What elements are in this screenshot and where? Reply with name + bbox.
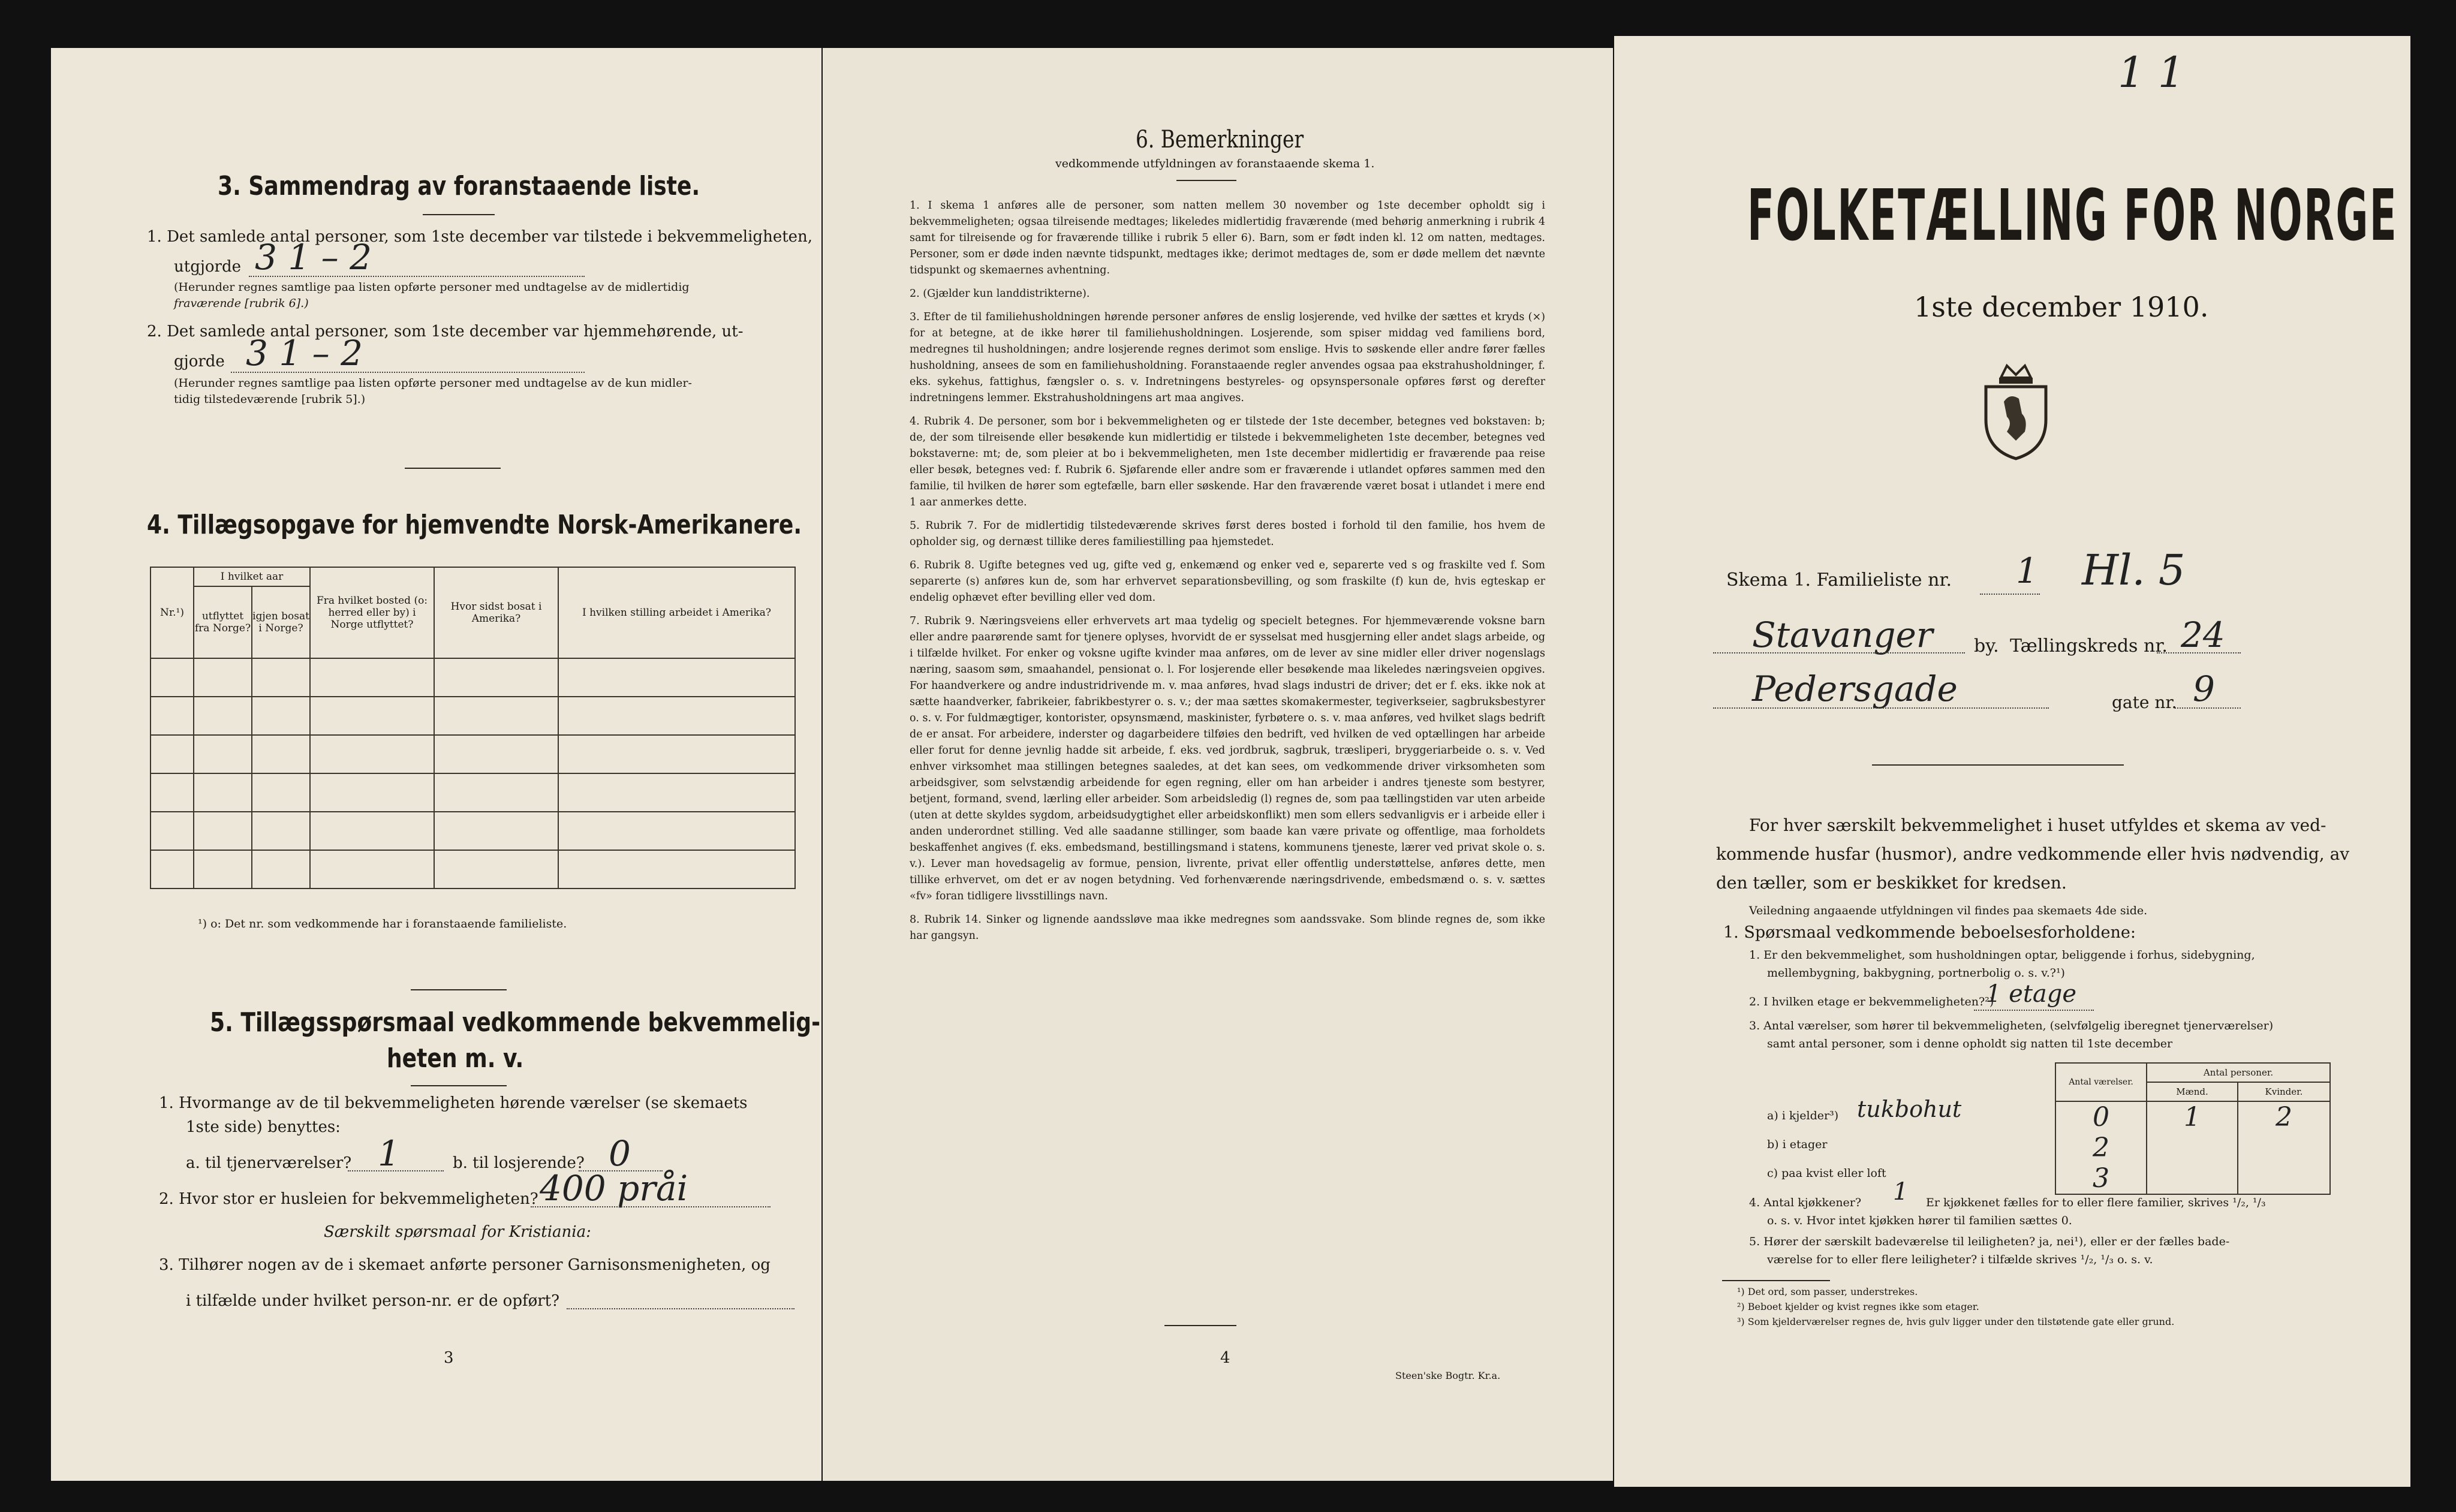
row-a-handwritten: tukbohut [1857,1096,1962,1122]
etage-value: 1 etage [1986,980,2077,1008]
divider [1722,1280,1830,1281]
item2-prefix: gjorde [174,353,225,371]
q1b-label: b. til losjerende? [453,1154,585,1172]
table-cell[interactable] [310,773,434,812]
dotted-line [1974,1010,2094,1011]
table-cell[interactable] [252,773,310,812]
q1-4-note-b: o. s. v. Hvor intet kjøkken hører til familien sættes 0. [1767,1214,2072,1227]
city-label: by. [1974,635,1999,656]
row-a-vaerelser: 0 [2055,1101,2147,1133]
dotted-line [531,1206,770,1207]
table-cell[interactable] [310,697,434,735]
row-b-kvinder [2238,1133,2330,1163]
table-cell[interactable] [558,773,795,812]
table-cell[interactable] [558,697,795,735]
table-cell[interactable] [151,697,194,735]
page-number: 4 [1220,1349,1230,1367]
col-bosat: Hvor sidst bosat i Amerika? [434,567,558,658]
q1-4-note-a: Er kjøkkenet fælles for to eller flere familier, skrives ¹/₂, ¹/₃ [1926,1196,2266,1209]
table-footnote: ¹) o: Det nr. som vedkommende har i foranstaaende familieliste. [198,917,567,930]
col-igjen: igjen bosat i Norge? [252,586,310,658]
table-cell[interactable] [194,697,252,735]
footnote-2: ²) Beboet kjelder og kvist regnes ikke som etager. [1737,1301,1979,1312]
row-a-kvinder: 2 [2238,1101,2330,1133]
dotted-line [1713,707,2049,709]
remark-paragraph: 2. (Gjælder kun landdistrikterne). [910,288,1090,300]
item1-note-2: fraværende [rubrik 6].) [174,297,309,310]
row-b-vaerelser: 2 [2055,1133,2147,1163]
q3-text-1: 3. Tilhører nogen av de i skemaet anførte personer Garnisonsmenigheten, og [159,1256,770,1274]
col-maend: Mænd. [2147,1082,2238,1101]
section-5-title-1: 5. Tillægsspørsmaal vedkommende bekvemmelig- [210,1007,821,1038]
gate-value: 9 [2193,668,2215,709]
section-4-title: 4. Tillægsopgave for hjemvendte Norsk-Amerikanere. [147,510,802,540]
remark-paragraph: 3. Efter de til familiehusholdningen hørende personer anføres de enslig losjerende, ved hvilke der sættes et kryds (×) for at betegne, at de ikke hører til familiehusholdningen. Losjerende, som spiser middag ved familiens bord, medregnes til husholdningen; andre losjerende regnes derimot som enslige. Hvis to søskende eller andre fører fælles husholdning, ansees de som en familiehusholdning. Foranstaaende regler anvendes ogsaa paa ekstrahusholdninger, f. eks. sykehus, fattighus, fængsler o. s. v. Indretningens bestyreles- og opsynspersonale opføres først og derefter indretningens lemmer. Ekstrahusholdningens art maa angives. [910,311,1545,404]
remark-paragraph: 7. Rubrik 9. Næringsveiens eller erhvervets art maa tydelig og specielt betegnes. For hjemmeværende voksne barn eller andre paarørende samt for tjenere oplyses, hvorvidt de er sysselsat med husgjerning eller andet slags arbeide, og i tilfælde hvilket. For enker og voksne ugifte kvinder maa anføres, om de lever av sine midler eller driver nogenslags næring, saasom søm, smaahandel, pensionat o. l. For losjerende eller besøkende maa likeledes næringsveien opgives. For haandverkere og andre industridrivende m. v. maa anføres, hvad slags industri de driver; det er f. eks. ikke nok at sætte haandverker, fabrikeier, fabrikbestyrer o. s. v.; der maa sættes skomakermester, tegiverkseier, sagbruksbestyrer o. s. v. For fuldmægtiger, kontorister, opsynsmænd, maskinister, fyrbøtere o. s. v. maa anføres, ved hvilket slags bedrift de er ansat. For arbeidere, inderster og dagarbeidere tilføies den bedrift, ved hvilken de ved optællingen har arbeide eller forut for denne jevnlig hadde sit arbeide, f. eks. ved jordbruk, sagbruk, træsliperi, bryggeriarbeide o. s. v. Ved enhver virksomhet maa stillingen betegnes saaledes, at det kan sees, om vedkommende driver virksomheten som arbeidsgiver, som selvstændig arbeidende for egen regning, eller om han arbeider i andres tjeneste som bestyrer, betjent, formand, svend, lærling eller arbeider. Som arbeidsledig (l) regnes de, som paa tællingstiden var uten arbeide (uten at dette skyldes sygdom, arbeidsudygtighet eller arbeidskonflikt) men som ellers sedvanligvis er i arbeide eller i anden underordnet stilling. Ved alle saadanne stillinger, som baade kan være private og offentlige, maa forholdets beskaffenhet angives (f. eks. embedsmand, bestillingsmand i statens, kommunens tjeneste, lærer ved privat skole o. s. v.). Lever man hovedsagelig av formue, pension, livrente, privat eller offentlig understøttelse, anføres dette, men tillike erhvervet, om det er av nogen betydning. Ved forhenværende næringsdrivende, embedsmænd o. s. v. sættes «fv» foran tidligere livsstillings navn. [910,615,1545,902]
col-fra: Fra hvilket bosted (o: herred eller by) i Norge utflyttet? [310,567,434,658]
remarks-subtitle: vedkommende utfyldningen av foranstaaende skema 1. [1055,157,1375,170]
city-value: Stavanger [1752,615,1933,655]
remark-paragraph: 4. Rubrik 4. De personer, som bor i bekvemmeligheten og er tilstede der 1ste december, betegnes ved bokstaven: b; de, der som tilreisende eller besøkende kun midlertidig er tilstede i bekvemmeligheten 1ste december, betegnes ved bokstaverne: mt; de, som pleier at bo i bekvemmeligheten, men 1ste december midlertidig er fraværende paa reise eller besøk, betegnes ved: f. Rubrik 6. Sjøfarende eller andre som er fraværende i utlandet opføres sammen med den familie, til hvilken de hører som egtefælle, barn eller søskende. Har den fraværende været bosat i utlandet i mere end 1 aar anmerkes dette. [910,415,1545,508]
table-cell[interactable] [151,735,194,773]
dotted-line [1713,652,1965,653]
intro-line-1: For hver særskilt bekvemmelighet i huset utfyldes et skema av ved- [1749,815,2326,835]
col-utflyttet: utflyttet fra Norge? [194,586,252,658]
table-cell[interactable] [252,735,310,773]
col-stilling: I hvilken stilling arbeidet i Amerika? [558,567,795,658]
q1-3-line-a: 3. Antal værelser, som hører til bekvemmeligheten, (selvfølgelig iberegnet tjenerværelser) [1749,1019,2274,1032]
table-cell[interactable] [310,735,434,773]
form-date: 1ste december 1910. [1914,291,2209,323]
table-cell[interactable] [252,658,310,697]
dotted-line [348,1170,444,1171]
table-cell[interactable] [434,850,558,888]
table-cell[interactable] [310,850,434,888]
kristiania-heading: Særskilt spørsmaal for Kristiania: [324,1223,591,1241]
q1b-value: 0 [609,1133,631,1174]
table-cell[interactable] [434,773,558,812]
table-cell[interactable] [434,697,558,735]
form-title: FOLKETÆLLING FOR NORGE [1747,174,2398,257]
item2-text: 2. Det samlede antal personer, som 1ste december var hjemmehørende, ut- [147,323,744,341]
q1-1-line-b: mellembygning, bakbygning, portnerbolig o. s. v.?¹) [1767,966,2065,980]
dotted-line [249,276,585,277]
table-cell[interactable] [310,812,434,850]
item1-prefix: utgjorde [174,258,242,276]
section-5-title-2: heten m. v. [387,1043,524,1074]
table-cell[interactable] [151,773,194,812]
page-3 [51,48,821,1481]
row-c-kvinder [2238,1163,2330,1194]
divider [423,214,495,215]
intro-line-3: den tæller, som er beskikket for kredsen. [1716,873,2067,893]
divider [411,1085,507,1086]
col-kvinder: Kvinder. [2238,1082,2330,1101]
table-cell[interactable] [194,735,252,773]
table-cell[interactable] [252,812,310,850]
q1-heading: 1. Spørsmaal vedkommende beboelsesforholdene: [1723,923,2136,942]
row-c-maend [2147,1163,2238,1194]
col-vaerelser: Antal værelser. [2055,1063,2147,1101]
q2-value: 400 pråi [540,1168,688,1209]
dotted-line [1980,594,2040,595]
rooms-persons-table [2055,1062,2331,1195]
table-cell[interactable] [151,812,194,850]
footnote-3: ³) Som kjelderværelser regnes de, hvis gulv ligger under den tilstøtende gate eller grund. [1737,1316,2175,1327]
remark-paragraph: 1. I skema 1 anføres alle de personer, som natten mellem 30 november og 1ste december opholdt sig i bekvemmeligheten; ogsaa tilreisende medtages; likeledes midlertidig fraværende (med behørig anmerkning i rubrik 4 samt for tilreisende og for fraværende tillike i rubrik 5 eller 6). Barn, som er født inden kl. 12 om natten, medtages. Personer, som er døde inden nævnte tidspunkt, medtages ikke; derimot medtages de, som er døde mellem det nævnte tidspunkt og skemaernes avhentning. [910,200,1545,276]
q1-2-label: 2. I hvilken etage er bekvemmeligheten?²) [1749,995,1994,1008]
row-a-maend: 1 [2147,1101,2238,1133]
street-value: Pedersgade [1752,668,1958,709]
intro-line-2: kommende husfar (husmor), andre vedkommende eller hvis nødvendig, av [1716,844,2350,864]
table-cell[interactable] [310,658,434,697]
q1a-value: 1 [378,1133,400,1174]
remarks-body [910,198,1545,951]
dotted-line [2175,707,2241,709]
krets-value: 24 [2181,615,2225,655]
krets-label: Tællingskreds nr. [2010,635,2168,656]
table-cell[interactable] [558,658,795,697]
q1-text-2: 1ste side) benyttes: [186,1118,341,1136]
remark-paragraph: 8. Rubrik 14. Sinker og lignende aandssløve maa ikke medregnes som aandssvake. Som blinde regnes de, som ikke har gangsyn. [910,914,1545,942]
q3-text-2: i tilfælde under hvilket person-nr. er de opført? [186,1292,560,1310]
q1-5-line-b: værelse for to eller flere leiligheter? i tilfælde skrives ¹/₂, ¹/₃ o. s. v. [1767,1253,2153,1266]
table-cell[interactable] [434,812,558,850]
q1-5-line-a: 5. Hører der særskilt badeværelse til leiligheten? ja, nei¹), eller er der fælles bade- [1749,1235,2230,1248]
col-nr: Nr.¹) [151,567,194,658]
gate-label: gate nr. [2112,692,2177,712]
table-cell[interactable] [252,697,310,735]
table-cell[interactable] [434,735,558,773]
table-cell[interactable] [194,850,252,888]
veiledning: Veiledning angaaende utfyldningen vil findes paa skemaets 4de side. [1749,904,2148,917]
item1-note-1: (Herunder regnes samtlige paa listen opførte personer med undtagelse av de midlertidig [174,281,690,294]
corner-handwritten-mark: 1 1 [2118,48,2185,97]
kjokken-value: 1 [1893,1178,1909,1206]
divider [405,468,501,469]
norway-coat-of-arms-icon [1974,360,2058,462]
skema-extra-handwritten: Hl. 5 [2082,546,2186,595]
remark-paragraph: 5. Rubrik 7. For de midlertidig tilstedeværende skrives først deres bosted i forhold til den familie, hos hvem de opholder sig, og dernæst tillike deres familiestilling paa hjemstedet. [910,520,1545,548]
q2-label: 2. Hvor stor er husleien for bekvemmeligheten? [159,1190,538,1208]
q1-text-1: 1. Hvormange av de til bekvemmeligheten hørende værelser (se skemaets [159,1094,748,1112]
footnote-1: ¹) Det ord, som passer, understrekes. [1737,1286,1918,1297]
remark-paragraph: 6. Rubrik 8. Ugifte betegnes ved ug, gifte ved g, enkemænd og enker ved e, separerte ved s og fraskilte ved f. Som separerte (s) anføres kun de, som har erhvervet separationsbevilling, og som fraskilte (f) kun de, hvis egteskap er endelig ophævet efter bevilling eller ved dom. [910,559,1545,604]
item1-handwritten: 3 1 – 2 [255,237,372,278]
table-cell[interactable] [194,812,252,850]
row-b-label: b) i etager [1767,1138,1828,1151]
item2-handwritten: 3 1 – 2 [246,333,363,374]
item2-note-2: tidig tilstedeværende [rubrik 5].) [174,393,366,406]
q1a-label: a. til tjenerværelser? [186,1154,352,1172]
row-b-maend [2147,1133,2238,1163]
row-c-label: c) paa kvist eller loft [1767,1167,1886,1180]
divider [1164,1325,1236,1326]
page-number: 3 [444,1349,454,1367]
table-cell[interactable] [558,812,795,850]
row-a-label: a) i kjelder³) [1767,1109,1839,1122]
q1-4-label: 4. Antal kjøkkener? [1749,1196,1862,1209]
item2-note-1: (Herunder regnes samtlige paa listen opførte personer med undtagelse av de kun midler- [174,377,692,390]
divider [411,989,507,990]
table-cell[interactable] [194,773,252,812]
col-personer: Antal personer. [2147,1063,2330,1082]
table-cell[interactable] [252,850,310,888]
q1-1-line-a: 1. Er den bekvemmelighet, som husholdningen optar, beliggende i forhus, sidebygning, [1749,948,2255,962]
divider [1872,764,2124,766]
section-3-title: 3. Sammendrag av foranstaaende liste. [218,171,700,201]
skema-label: Skema 1. Familieliste nr. [1726,570,1952,591]
dotted-line [567,1308,794,1309]
dotted-line [231,372,585,373]
table-cell[interactable] [558,735,795,773]
table-cell[interactable] [151,658,194,697]
col-group: I hvilket aar [194,567,310,586]
table-cell[interactable] [558,850,795,888]
dotted-line [2157,652,2241,653]
item1-text: 1. Det samlede antal personer, som 1ste december var tilstede i bekvemmeligheten, [147,228,813,246]
remarks-title: 6. Bemerkninger [1136,126,1304,153]
printer-imprint: Steen'ske Bogtr. Kr.a. [1395,1370,1501,1381]
divider [1176,180,1236,181]
norsk-amerikanere-table [150,567,796,889]
table-cell[interactable] [434,658,558,697]
familieliste-nr-value: 1 [2016,550,2038,591]
page-4 [823,48,1613,1481]
table-cell[interactable] [151,850,194,888]
table-cell[interactable] [194,658,252,697]
page-1 [1614,36,2410,1487]
row-c-vaerelser: 3 [2055,1163,2147,1194]
q1-3-line-b: samt antal personer, som i denne opholdt sig natten til 1ste december [1767,1037,2173,1050]
